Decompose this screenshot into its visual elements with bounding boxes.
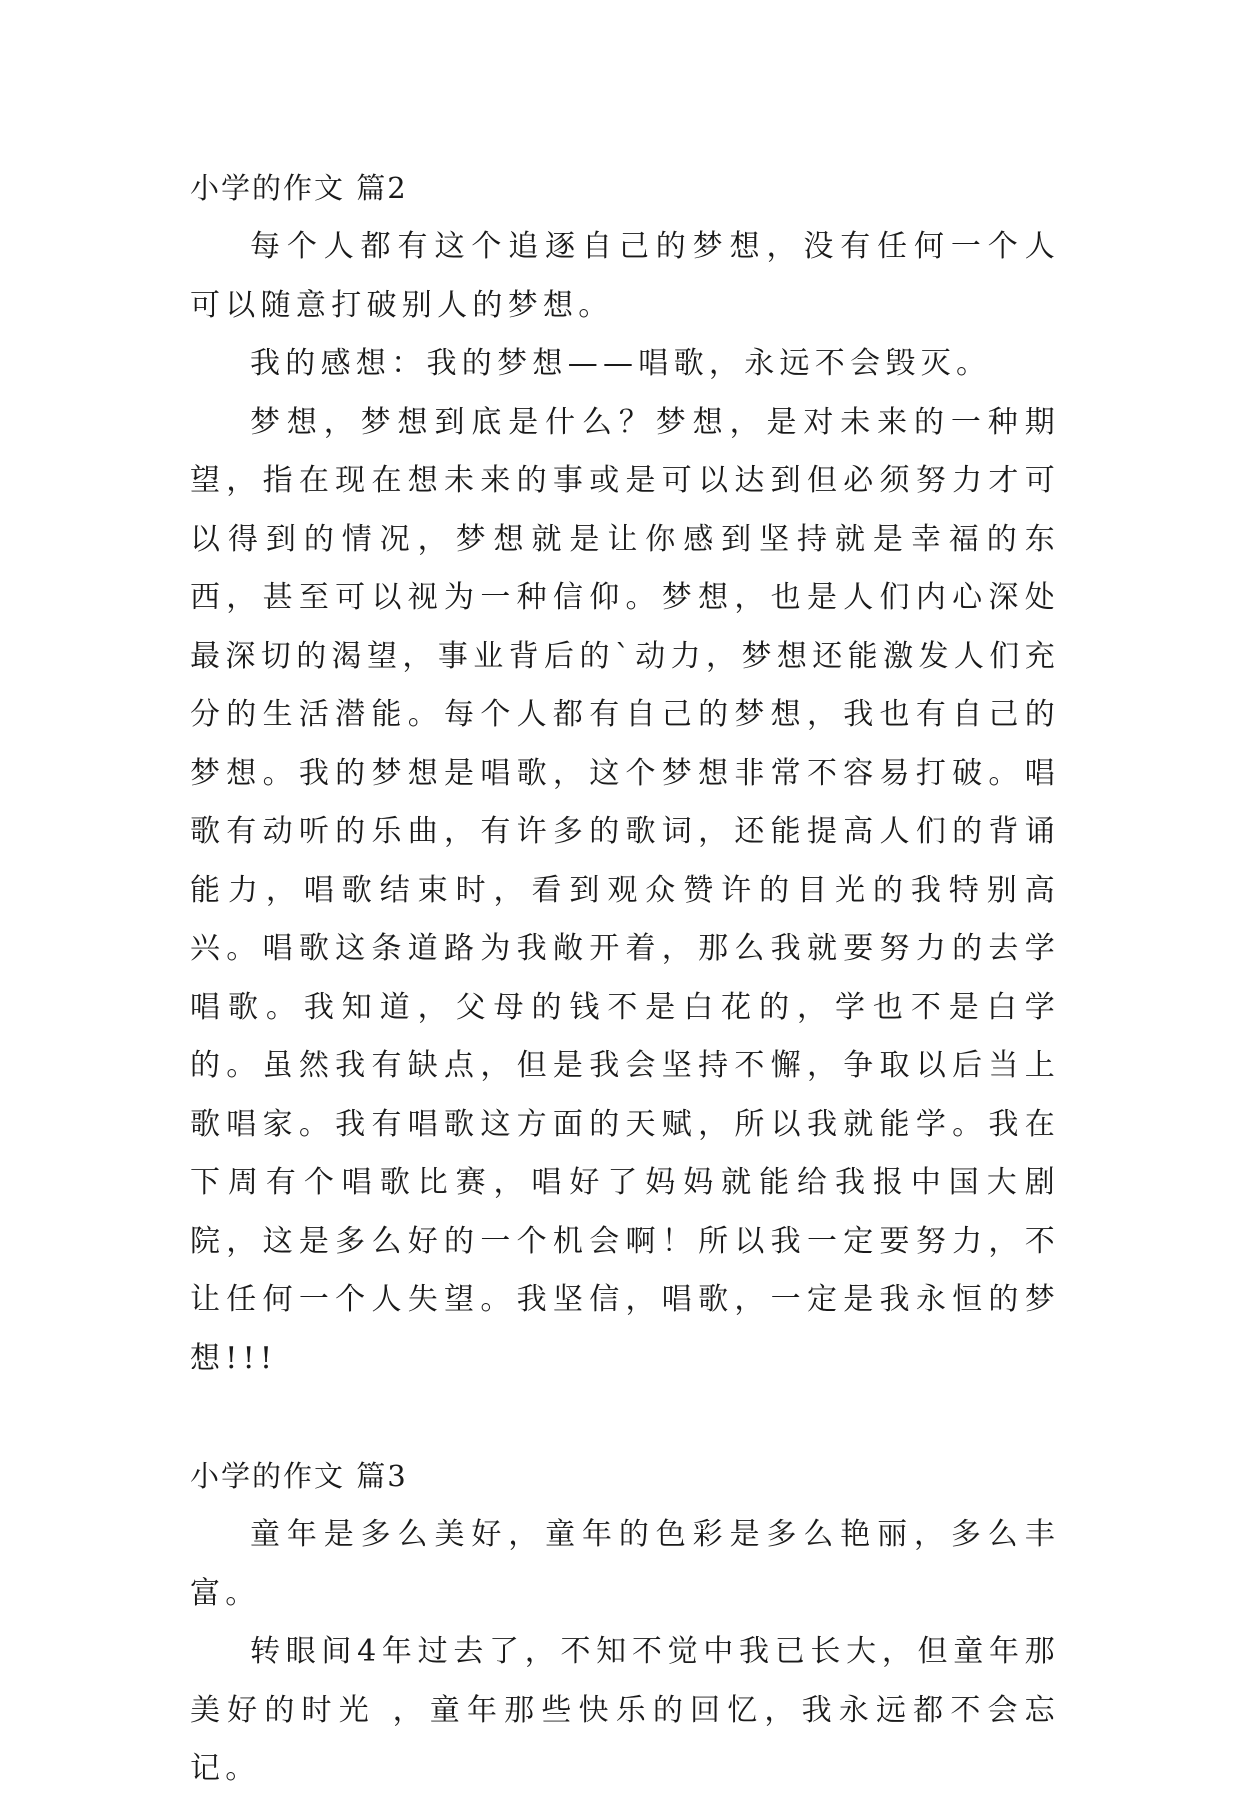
document-page [190, 158, 1060, 1799]
section-title-2: 小学的作文 篇2 [190, 171, 408, 205]
paragraph: 童年是多么美好，童年的色彩是多么艳丽，多么丰富。 [190, 1517, 1060, 1611]
section-spacer [190, 1388, 1060, 1446]
section-title-3: 小学的作文 篇3 [190, 1459, 408, 1493]
paragraph: 每个人都有这个追逐自己的梦想，没有任何一个人可以随意打破别人的梦想。 [190, 229, 1060, 323]
paragraph: 梦想，梦想到底是什么？梦想，是对未来的一种期望，指在现在想未来的事或是可以达到但必须努力才可以得到的情况，梦想就是让你感到坚持就是幸福的东西，甚至可以视为一种信仰。梦想，也是人们内心深处最深切的渴望，事业背后的`动力，梦想还能激发人们充分的生活潜能。每个人都有自己的梦想，我也有自己的梦想。我的梦想是唱歌，这个梦想非常不容易打破。唱歌有动听的乐曲，有许多的歌词，还能提高人们的背诵能力，唱歌结束时，看到观众赞许的目光的我特别高兴。唱歌这条道路为我敞开着，那么我就要努力的去学唱歌。我知道，父母的钱不是白花的，学也不是白学的。虽然我有缺点，但是我会坚持不懈，争取以后当上歌唱家。我有唱歌这方面的天赋，所以我就能学。我在下周有个唱歌比赛，唱好了妈妈就能给我报中国大剧院，这是多么好的一个机会啊！所以我一定要努力，不让任何一个人失望。我坚信，唱歌，一定是我永恒的梦想!!! [190, 404, 1060, 1376]
paragraph: 转眼间4年过去了，不知不觉中我已长大，但童年那美好的时光 ，童年那些快乐的回忆，我永远都不会忘记。 [190, 1634, 1060, 1786]
paragraph: 我的感想：我的梦想——唱歌，永远不会毁灭。 [250, 346, 992, 381]
